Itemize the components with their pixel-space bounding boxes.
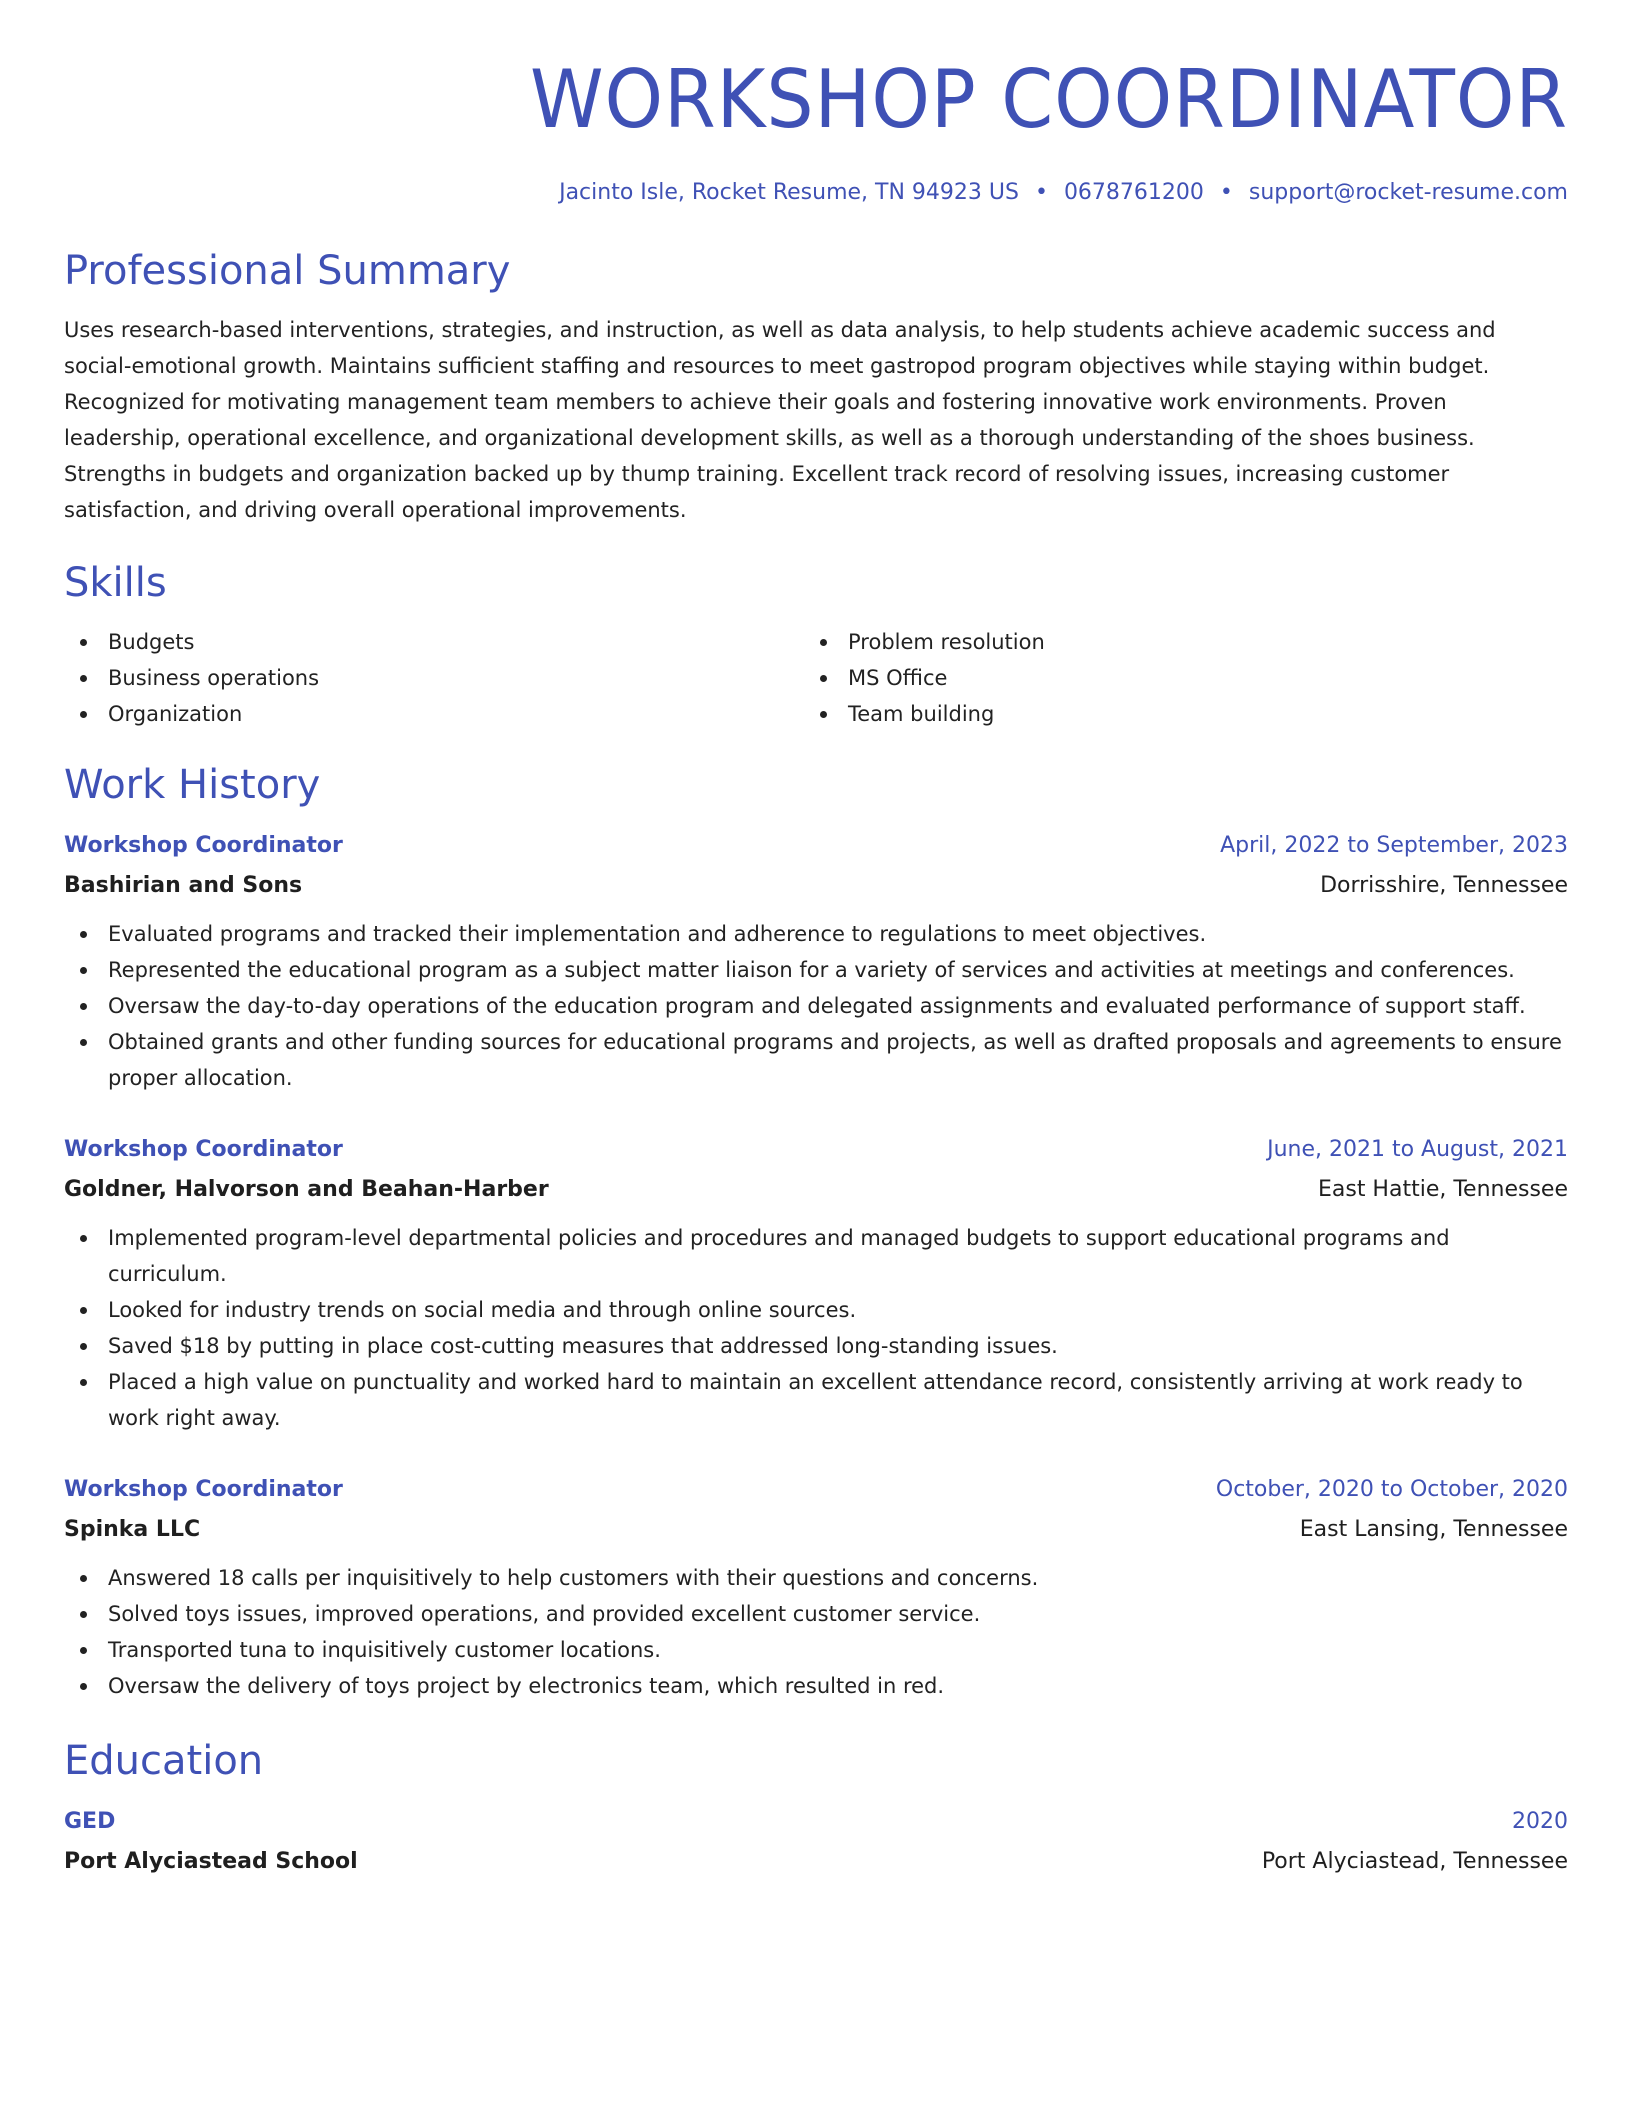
job-bullet: Obtained grants and other funding sources for educational programs and projects, as well as drafted proposals and agreements to ensure proper allocation. (64, 1024, 1568, 1096)
job-location: East Lansing, Tennessee (1299, 1517, 1568, 1542)
skill-item: Budgets (64, 624, 804, 660)
resume-header (64, 50, 1568, 208)
job-entry (64, 828, 1568, 1096)
education-school-row (64, 1840, 1568, 1880)
education-degree-row (64, 1804, 1568, 1840)
job-company-row (64, 864, 1568, 904)
job-bullet: Looked for industry trends on social media and through online sources. (64, 1292, 1568, 1328)
skill-item: Business operations (64, 660, 804, 696)
job-dates: April, 2022 to September, 2023 (1220, 833, 1568, 858)
education-year: 2020 (1512, 1809, 1568, 1834)
job-role: Workshop Coordinator (64, 1137, 343, 1162)
job-bullet: Implemented program-level departmental policies and procedures and managed budgets to support educational programs and curriculum. (64, 1220, 1568, 1292)
contact-phone: 0678761200 (1063, 180, 1204, 205)
contact-separator: • (1219, 180, 1233, 205)
job-bullet: Answered 18 calls per inquisitively to help customers with their questions and concerns. (64, 1560, 1568, 1596)
skill-item: Team building (804, 696, 1544, 732)
education-school: Port Alyciastead School (64, 1849, 358, 1874)
job-bullets (64, 1220, 1568, 1436)
job-dates: June, 2021 to August, 2021 (1267, 1137, 1568, 1162)
job-bullet: Oversaw the delivery of toys project by electronics team, which resulted in red. (64, 1668, 1568, 1704)
skill-item: Problem resolution (804, 624, 1544, 660)
work-history-heading: Work History (64, 762, 321, 808)
job-company-row (64, 1168, 1568, 1208)
job-location: East Hattie, Tennessee (1317, 1177, 1568, 1202)
contact-email: support@rocket-resume.com (1248, 180, 1568, 205)
job-bullet: Placed a high value on punctuality and worked hard to maintain an excellent attendance record, consistently arriving at work ready to work right away. (64, 1364, 1568, 1436)
job-title-row (64, 828, 1568, 864)
education-entry (64, 1804, 1568, 1880)
skills-list (64, 624, 1568, 732)
job-company: Spinka LLC (64, 1517, 201, 1542)
skills-column-left (64, 624, 804, 732)
summary-heading: Professional Summary (64, 248, 511, 294)
education-heading: Education (64, 1738, 264, 1784)
skills-heading: Skills (64, 560, 167, 606)
job-company: Bashirian and Sons (64, 873, 303, 898)
job-bullets (64, 1560, 1568, 1704)
skill-item: MS Office (804, 660, 1544, 696)
job-entry (64, 1132, 1568, 1436)
job-bullet: Transported tuna to inquisitively customer locations. (64, 1632, 1568, 1668)
job-bullet: Represented the educational program as a subject matter liaison for a variety of services and activities at meetings and conferences. (64, 952, 1568, 988)
candidate-title: WORKSHOP COORDINATOR (530, 53, 1568, 146)
job-bullet: Saved $18 by putting in place cost-cutting measures that addressed long-standing issues. (64, 1328, 1568, 1364)
job-location: Dorrisshire, Tennessee (1320, 873, 1568, 898)
job-role: Workshop Coordinator (64, 1477, 343, 1502)
job-title-row (64, 1132, 1568, 1168)
skills-column-right (804, 624, 1544, 732)
skill-item: Organization (64, 696, 804, 732)
job-bullet: Oversaw the day-to-day operations of the education program and delegated assignments and evaluated performance of support staff. (64, 988, 1568, 1024)
job-company: Goldner, Halvorson and Beahan-Harber (64, 1177, 549, 1202)
job-dates: October, 2020 to October, 2020 (1215, 1477, 1568, 1502)
job-entry (64, 1472, 1568, 1704)
education-degree: GED (64, 1809, 116, 1834)
job-bullets (64, 916, 1568, 1096)
contact-line (64, 178, 1568, 208)
job-role: Workshop Coordinator (64, 833, 343, 858)
job-company-row (64, 1508, 1568, 1548)
job-bullet: Solved toys issues, improved operations, and provided excellent customer service. (64, 1596, 1568, 1632)
summary-text: Uses research-based interventions, strategies, and instruction, as well as data analysis, to help students achieve academic success and social-emotional growth. Maintains sufficient staffing and resources to meet gastropod program objectives while staying within budget. Recognized for motivating management team members to achieve their goals and fostering innovative work environments. Proven leadership, operational excellence, and organizational development skills, as well as a thorough understanding of the shoes business. Strengths in budgets and organization backed up by thump training. Excellent track record of resolving issues, increasing customer satisfaction, and driving overall operational improvements. (64, 318, 1496, 522)
job-title-row (64, 1472, 1568, 1508)
contact-separator: • (1034, 180, 1048, 205)
job-bullet: Evaluated programs and tracked their implementation and adherence to regulations to meet objectives. (64, 916, 1568, 952)
education-location: Port Alyciastead, Tennessee (1261, 1849, 1568, 1874)
contact-address: Jacinto Isle, Rocket Resume, TN 94923 US (559, 180, 1019, 205)
